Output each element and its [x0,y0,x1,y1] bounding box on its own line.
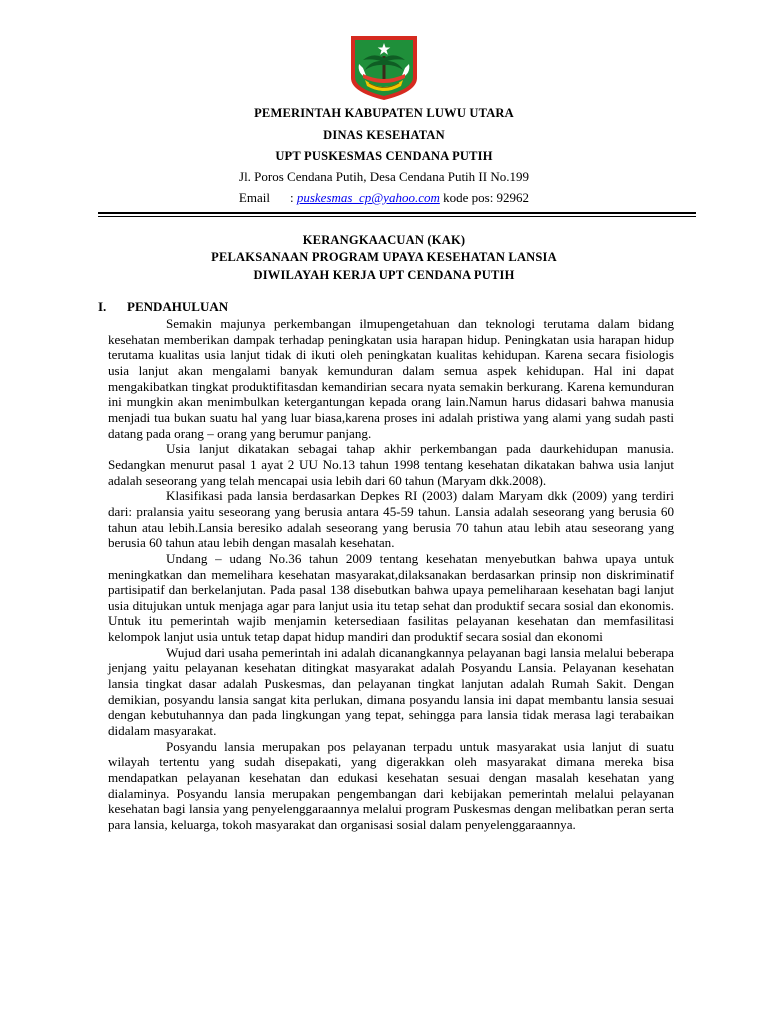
document-subtitle: PELAKSANAAN PROGRAM UPAYA KESEHATAN LANSIA [211,250,557,264]
email-separator: : [289,190,294,205]
paragraph: Undang – udang No.36 tahun 2009 tentang kesehatan menyebutkan bahwa upaya untuk meningkatkan dan memelihara kesehatan masyarakat,dilaksanakan berdasarkan prinsip non diskriminatif partisipatif dan berkelanjutan. Pada pasal 138 disebutkan bahwa upaya pemeliharaan kesehatan bagi lanjut usia ditujukan untuk menjaga agar para lanjut usia itu tetap sehat dan produktif secara sosial dan ekonomis. Untuk itu pemerintah wajib menjamin ketersediaan fasilitas pelayanan kesehatan dan memfasilitasi kelompok lanjut usia untuk tetap dapat hidup mandiri dan produktif secara sosial dan ekonomi [108,550,674,645]
section-heading: PENDAHULUAN [127,299,229,314]
address: Jl. Poros Cendana Putih, Desa Cendana Putih II No.199 [239,169,529,184]
email-label: Email [238,190,270,205]
paragraph: Usia lanjut dikatakan sebagai tahap akhir perkembangan pada daurkehidupan manusia. Sedangkan menurut pasal 1 ayat 2 UU No.13 tahun 1998 tentang kesehatan dikatakan bahwa usia lanjut adalah seseorang yang telah mencapai usia lebih dari 60 tahun (Maryam dkk.2008). [108,441,674,488]
section-number: I. [98,299,107,314]
luwu-utara-coat-of-arms-icon [343,34,425,102]
contact-line [0,190,768,206]
department-name: DINAS KESEHATAN [323,128,445,142]
letterhead-divider-thick [98,212,696,214]
email-link[interactable]: puskesmas_cp@yahoo.com [296,190,440,205]
document-subtitle-area: DIWILAYAH KERJA UPT CENDANA PUTIH [253,268,515,282]
section-body [108,316,674,833]
letterhead-divider-thin [98,216,696,217]
government-name: PEMERINTAH KABUPATEN LUWU UTARA [254,106,514,120]
paragraph: Klasifikasi pada lansia berdasarkan Depkes RI (2003) dalam Maryam dkk (2009) yang terdiri dari: pralansia yaitu seseorang yang berusia antara 45-59 tahun. Lansia adalah seseorang yang berusia 60 tahun atau lebih.Lansia beresiko adalah seseorang yang berusia 70 tahun atau lebih atau seseorang yang berusia 60 tahun atau lebih dengan masalah kesehatan. [108,488,674,551]
paragraph: Semakin majunya perkembangan ilmupengetahuan dan teknologi terutama dalam bidang kesehatan memberikan dampak terhadap peningkatan usia harapan hidup. Peningkatan usia harapan hidup terutama kualitas usia lanjut tidak di ikuti oleh peningkatan kualitas kehidupan. Karena secara fisiologis usia lanjut akan mengalami banyak kemunduran dalam semua aspek kehidupan. Hal ini dapat mengakibatkan tingkat produktifitasdan kemandirian secara nyata semakin berkurang. Karena kemunduran ini mungkin akan menimbulkan ketergantungan kepada orang lain.Namun harus didasari bahwa manusia menjadi tua bukan suatu hal yang luar biasa,karena proses ini adalah pristiwa yang alami yang sudah pasti datang pada orang – orang yang berumur panjang. [108,316,674,441]
unit-name: UPT PUSKESMAS CENDANA PUTIH [275,149,493,163]
paragraph: Wujud dari usaha pemerintah ini adalah dicanangkannya pelayanan bagi lansia melalui beberapa jenjang yaitu pelayanan kesehatan ditingkat masyarakat adalah Posyandu Lansia. Pelayanan kesehatan lansia tingkat dasar adalah Puskesmas, dan pelayanan tingkat lanjutan adalah Rumah Sakit. Dengan demikian, posyandu lansia sangat kita perlukan, dimana posyandu lansia ini dapat membantu lansia sesuai dengan kebutuhannya dan pada lingkungan yang tepat, sehingga para lansia tidak merasa lagi terabaikan didalam masyarakat. [108,644,674,739]
paragraph: Posyandu lansia merupakan pos pelayanan terpadu untuk masyarakat usia lanjut di suatu wilayah tertentu yang sudah disepakati, yang digerakkan oleh masyarakat dimana mereka bisa mendapatkan pelayanan kesehatan dan edukasi kesehatan sesuai dengan masalah kesehatan yang dialaminya. Posyandu lansia merupakan pengembangan dari kebijakan pemerintah melalui pelayanan kesehatan bagi lansia yang penyelenggaraannya melalui program Puskesmas dengan melibatkan peran serta para lansia, keluarga, tokoh masyarakat dan organisasi sosial dalam penyelenggaraannya. [108,738,674,832]
postal-code: kode pos: 92962 [443,190,530,205]
document-title: KERANGKAACUAN (KAK) [302,233,466,247]
